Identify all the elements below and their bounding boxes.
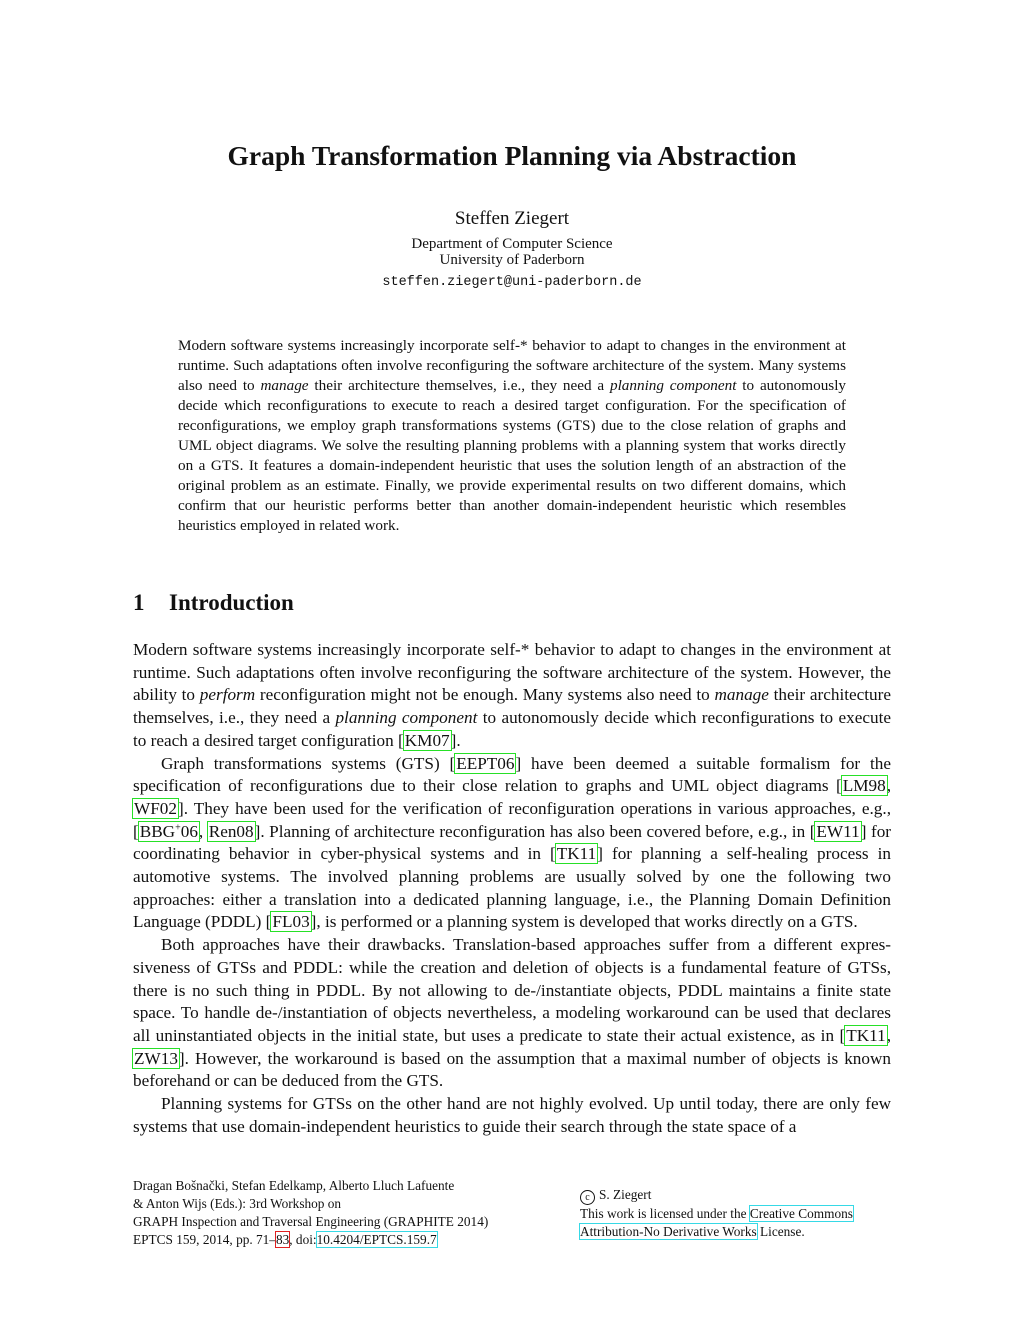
body-text: , bbox=[886, 776, 891, 796]
last-page-link[interactable]: 83 bbox=[275, 1232, 290, 1247]
footer-venue: GRAPH Inspection and Traversal Engineering (GRAPHITE 2014) bbox=[133, 1214, 489, 1229]
abstract-text: to autonomously decide which reconfigurations to execute to reach a desired target configuration. For the specification of reconfigurations, we employ graph transformations systems (GTS) due to the close relation of graphs and UML object diagrams. We solve the resulting planning problems with a planning system that works directly on a GTS. It features a domain-independent heuristic that uses the solution length of an abstraction of the original problem as an estimate. Finally, we provide experimental results on two different domains, which confirm that our heuristic performs better than another domain-independent heuristic which resembles heuristics employed in related work. bbox=[178, 377, 847, 534]
abstract bbox=[178, 336, 846, 536]
abstract-text: Modern software systems increasingly incorporate self-* behavior to adapt to changes in the environment at runtime. Such adaptations often involve reconfiguring the software architecture of the system. Many systems also need to bbox=[178, 337, 846, 394]
affiliation-university: University of Paderborn bbox=[439, 252, 585, 268]
citation-year: 06 bbox=[180, 821, 198, 841]
body-text: Graph transformations systems (GTS) [ bbox=[161, 753, 456, 773]
paragraph-3 bbox=[133, 934, 891, 1093]
citation-label: BBG bbox=[139, 821, 176, 841]
body-text: their architecture themselves, i.e., they need a bbox=[133, 685, 891, 728]
author-name: Steffen Ziegert bbox=[454, 208, 570, 229]
footer-text: , doi: bbox=[289, 1232, 317, 1247]
section-body bbox=[133, 639, 891, 1138]
doi-link[interactable]: 10.4204/EPTCS.159.7 bbox=[316, 1232, 437, 1247]
footer-text: EPTCS 159, 2014, pp. 71– bbox=[133, 1232, 276, 1247]
abstract-text: their architecture themselves, i.e., they need a bbox=[308, 377, 610, 394]
citation-link[interactable]: EW11 bbox=[816, 821, 860, 841]
body-text: reconfiguration might not be enough. Many systems also need to bbox=[255, 685, 715, 705]
body-text: Modern software systems increasingly incorporate self-* behavior to adapt to changes in the environment at runtime. Such adaptations often involve reconfiguring the software architecture of the system. However, the ability to bbox=[133, 640, 891, 705]
affiliation-department: Department of Computer Science bbox=[411, 236, 613, 252]
section-title: Introduction bbox=[169, 590, 294, 615]
body-text: ]. However, the workaround is based on the assumption that a maximal number of objects is known beforehand or can be deduced from the GTS. bbox=[133, 1048, 891, 1091]
citation-superscript: + bbox=[175, 821, 181, 833]
license-text bbox=[580, 1205, 910, 1223]
footer-workshop: & Anton Wijs (Eds.): 3rd Workshop on bbox=[133, 1196, 342, 1211]
emphasis: planning component bbox=[335, 708, 478, 728]
footer-editors: Dragan Bošnački, Stefan Edelkamp, Alberto Lluch Lafuente bbox=[133, 1178, 455, 1193]
body-text: Both approaches have their drawbacks. Translation-based approaches suffer from a different expressiveness of GTSs and PDDL: while the creation and deletion of objects is a fundamental feature of GTSs, there is no such thing in PDDL. By not allowing to de-/instantiate objects, PDDL maintains a finite state space. To handle de-/instantiation of objects nevertheless, a modeling workaround can be used that declares all uninstantiated objects in the initial state, but uses a predicate to state their actual existence, as in [ bbox=[133, 935, 891, 1045]
footer-text: License. bbox=[756, 1224, 805, 1239]
section-heading bbox=[133, 590, 294, 616]
footer-license bbox=[580, 1186, 910, 1241]
citation-link[interactable]: TK11 bbox=[846, 1025, 886, 1045]
footer-eptcs bbox=[133, 1231, 563, 1249]
body-text: , bbox=[886, 1025, 891, 1045]
body-text: , bbox=[198, 821, 208, 841]
emphasis: planning component bbox=[609, 377, 737, 394]
body-text: to autonomously decide which reconfigurations to execute to reach a desired target configuration [ bbox=[133, 708, 891, 750]
paragraph-4 bbox=[133, 1093, 891, 1138]
copyright-line bbox=[580, 1186, 910, 1205]
paragraph-1 bbox=[133, 639, 891, 753]
paper-title: Graph Transformation Planning via Abstraction bbox=[227, 140, 797, 171]
paragraph-2 bbox=[133, 753, 891, 935]
body-text: Planning systems for GTSs on the other hand are not highly evolved. Up until today, there are only few systems that use domain-independent heuristics to guide their search through the state space of a bbox=[133, 1094, 891, 1136]
citation-link[interactable]: FL03 bbox=[272, 912, 310, 932]
body-text: ] have been deemed a suitable formalism for the specification of reconfigurations due to their close relation to graphs and UML object diagrams [ bbox=[133, 753, 891, 796]
citation-link[interactable]: ZW13 bbox=[134, 1048, 178, 1068]
section-number: 1 bbox=[133, 590, 145, 615]
citation-link[interactable]: Ren08 bbox=[208, 821, 254, 841]
body-text: ]. bbox=[450, 730, 461, 750]
author-affiliation bbox=[0, 236, 1024, 268]
copyright-holder: S. Ziegert bbox=[599, 1187, 652, 1202]
emphasis: perform bbox=[199, 685, 256, 705]
citation-link[interactable] bbox=[139, 822, 199, 841]
citation-link[interactable]: WF02 bbox=[134, 798, 177, 818]
body-text: ]. They have been used for the verification of reconfiguration operations in various approaches, e.g., [ bbox=[133, 798, 891, 841]
footer-text: This work is licensed under the bbox=[580, 1206, 750, 1221]
emphasis: manage bbox=[260, 377, 309, 394]
citation-link[interactable]: EEPT06 bbox=[456, 753, 515, 773]
body-text: ] for coordinating behavior in cyber-physical systems and in [ bbox=[133, 821, 892, 864]
citation-link[interactable]: KM07 bbox=[404, 730, 450, 750]
license-link-cc[interactable]: Creative Commons bbox=[749, 1206, 853, 1221]
footer-publication-info bbox=[133, 1177, 563, 1249]
citation-link[interactable]: TK11 bbox=[556, 844, 597, 864]
body-text: ] for planning a self-healing process in automotive systems. The involved planning problems are usually solved by one the following two approaches: either a translation into a dedicated planning language, i.e., the Planning Domain Definition Language (PDDL) [ bbox=[133, 844, 891, 932]
license-text-2 bbox=[580, 1223, 910, 1241]
citation-link[interactable]: LM98 bbox=[842, 776, 886, 796]
body-text: ]. Planning of architecture reconfiguration has also been covered before, e.g., in [ bbox=[254, 821, 816, 841]
author-email[interactable]: steffen.ziegert@uni-paderborn.de bbox=[382, 275, 642, 290]
body-text: ], is performed or a planning system is developed that works directly on a GTS. bbox=[310, 912, 858, 932]
emphasis: manage bbox=[714, 685, 769, 705]
license-link-nd[interactable]: Attribution-No Derivative Works bbox=[580, 1224, 757, 1239]
copyright-icon: c bbox=[580, 1190, 595, 1205]
